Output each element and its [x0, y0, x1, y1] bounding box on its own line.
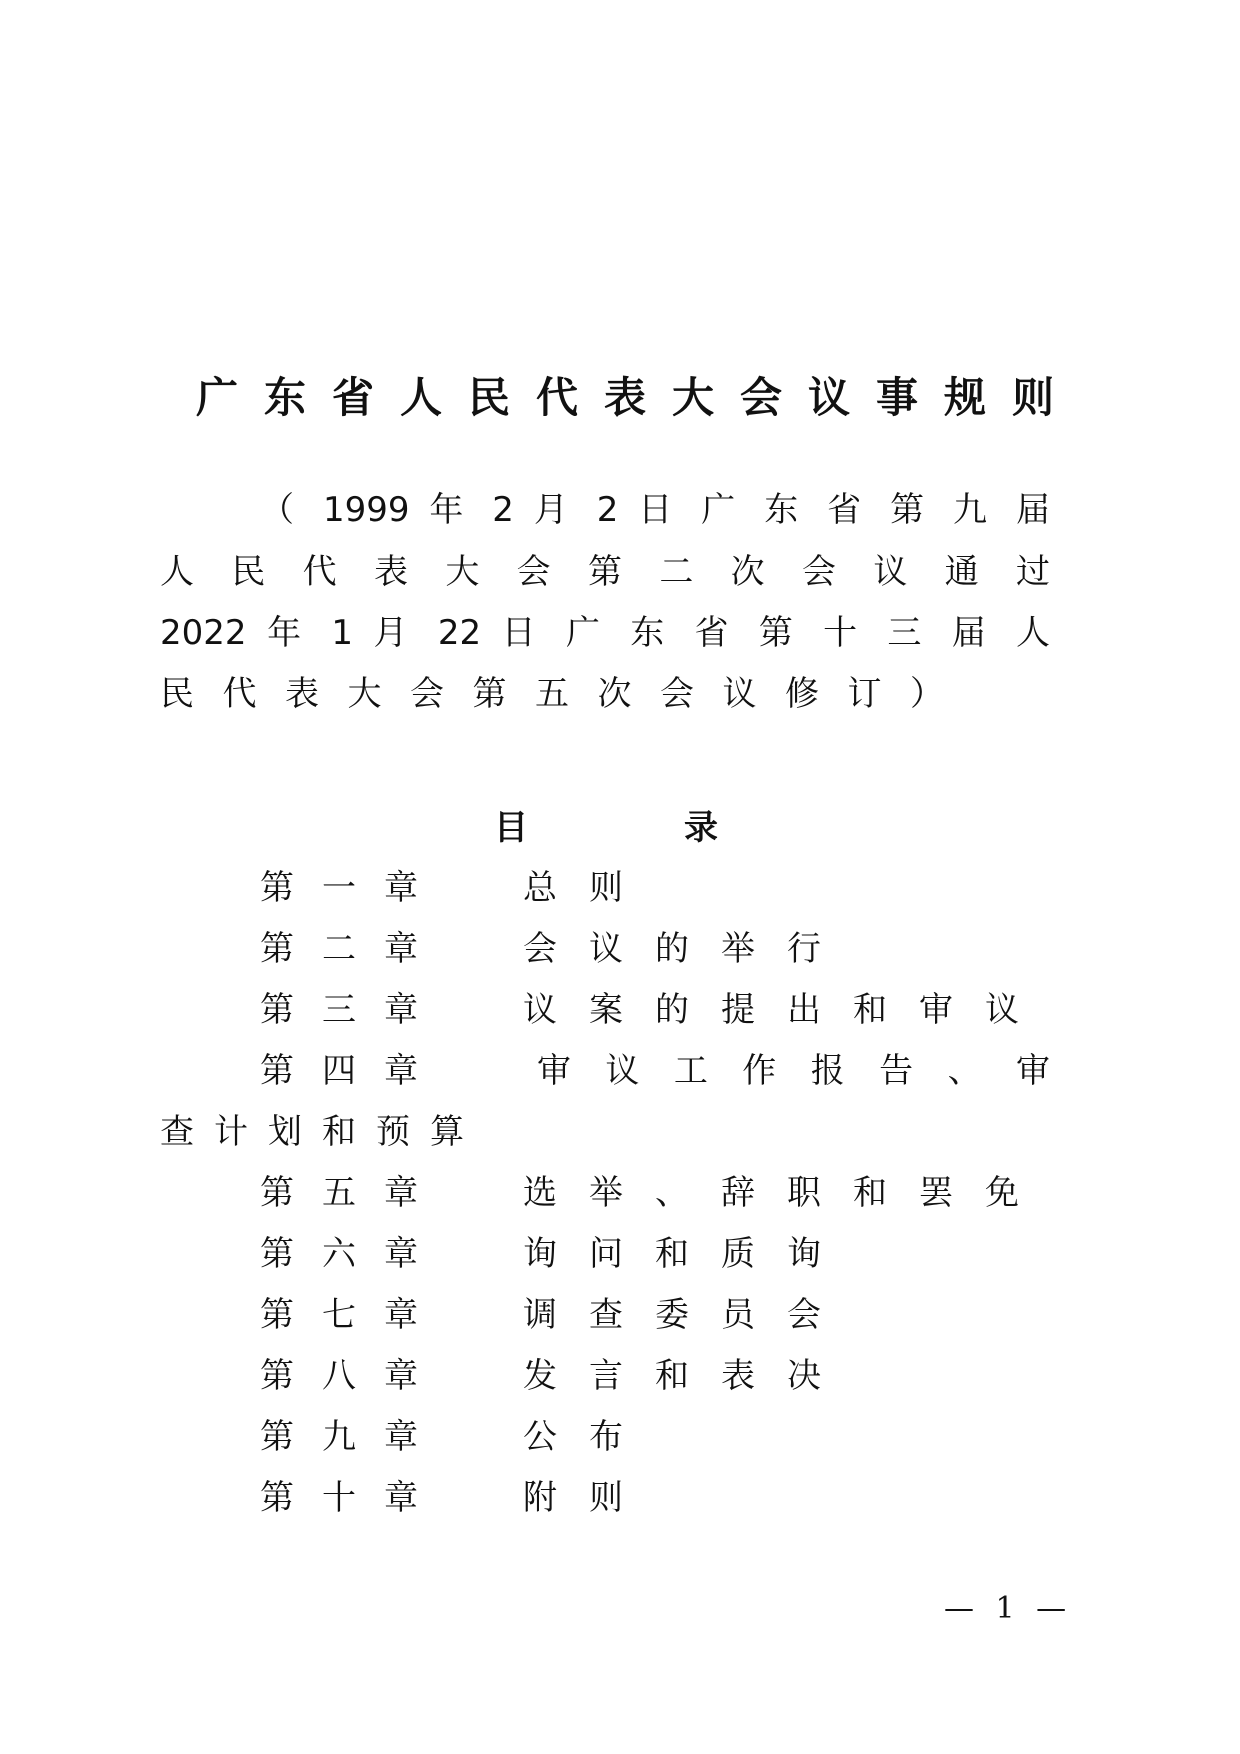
- adoption-note-line-3: 2022 年 1 月 22 日 广 东 省 第 十 三 届 人: [160, 613, 1050, 653]
- chapter-title: 选举、辞职和罢免: [523, 1173, 1051, 1213]
- chapter-label: 第八章: [260, 1356, 446, 1396]
- toc-heading: 目录: [494, 808, 874, 848]
- chapter-title-continued: 查计划和预算: [160, 1112, 484, 1152]
- chapter-title: 公布: [523, 1417, 655, 1457]
- chapter-label: 第九章: [260, 1417, 446, 1457]
- chapter-title: 议案的提出和审议: [523, 990, 1051, 1030]
- chapter-label: 第一章: [260, 868, 446, 908]
- chapter-title: 附则: [523, 1478, 655, 1518]
- adoption-note-line-4: 民代表大会第五次会议修订）: [160, 674, 973, 714]
- chapter-label: 第四章: [260, 1051, 446, 1091]
- adoption-note-line-2: 人 民 代 表 大 会 第 二 次 会 议 通 过: [160, 552, 1050, 592]
- chapter-title: 调查委员会: [523, 1295, 853, 1335]
- chapter-title: 总则: [523, 868, 655, 908]
- chapter-title: 会议的举行: [523, 929, 853, 969]
- document-title: 广东省人民代表大会议事规则: [196, 373, 1081, 422]
- page-number: — 1 —: [944, 1591, 1073, 1626]
- chapter-title: 审 议 工 作 报 告 、 审: [537, 1051, 1050, 1091]
- adoption-note-line-1: （ 1999 年 2 月 2 日 广 东 省 第 九 届: [260, 490, 1050, 530]
- chapter-label: 第三章: [260, 990, 446, 1030]
- chapter-label: 第七章: [260, 1295, 446, 1335]
- chapter-title: 发言和表决: [523, 1356, 853, 1396]
- chapter-label: 第十章: [260, 1478, 446, 1518]
- chapter-label: 第二章: [260, 929, 446, 969]
- chapter-title: 询问和质询: [523, 1234, 853, 1274]
- chapter-label: 第五章: [260, 1173, 446, 1213]
- chapter-label: 第六章: [260, 1234, 446, 1274]
